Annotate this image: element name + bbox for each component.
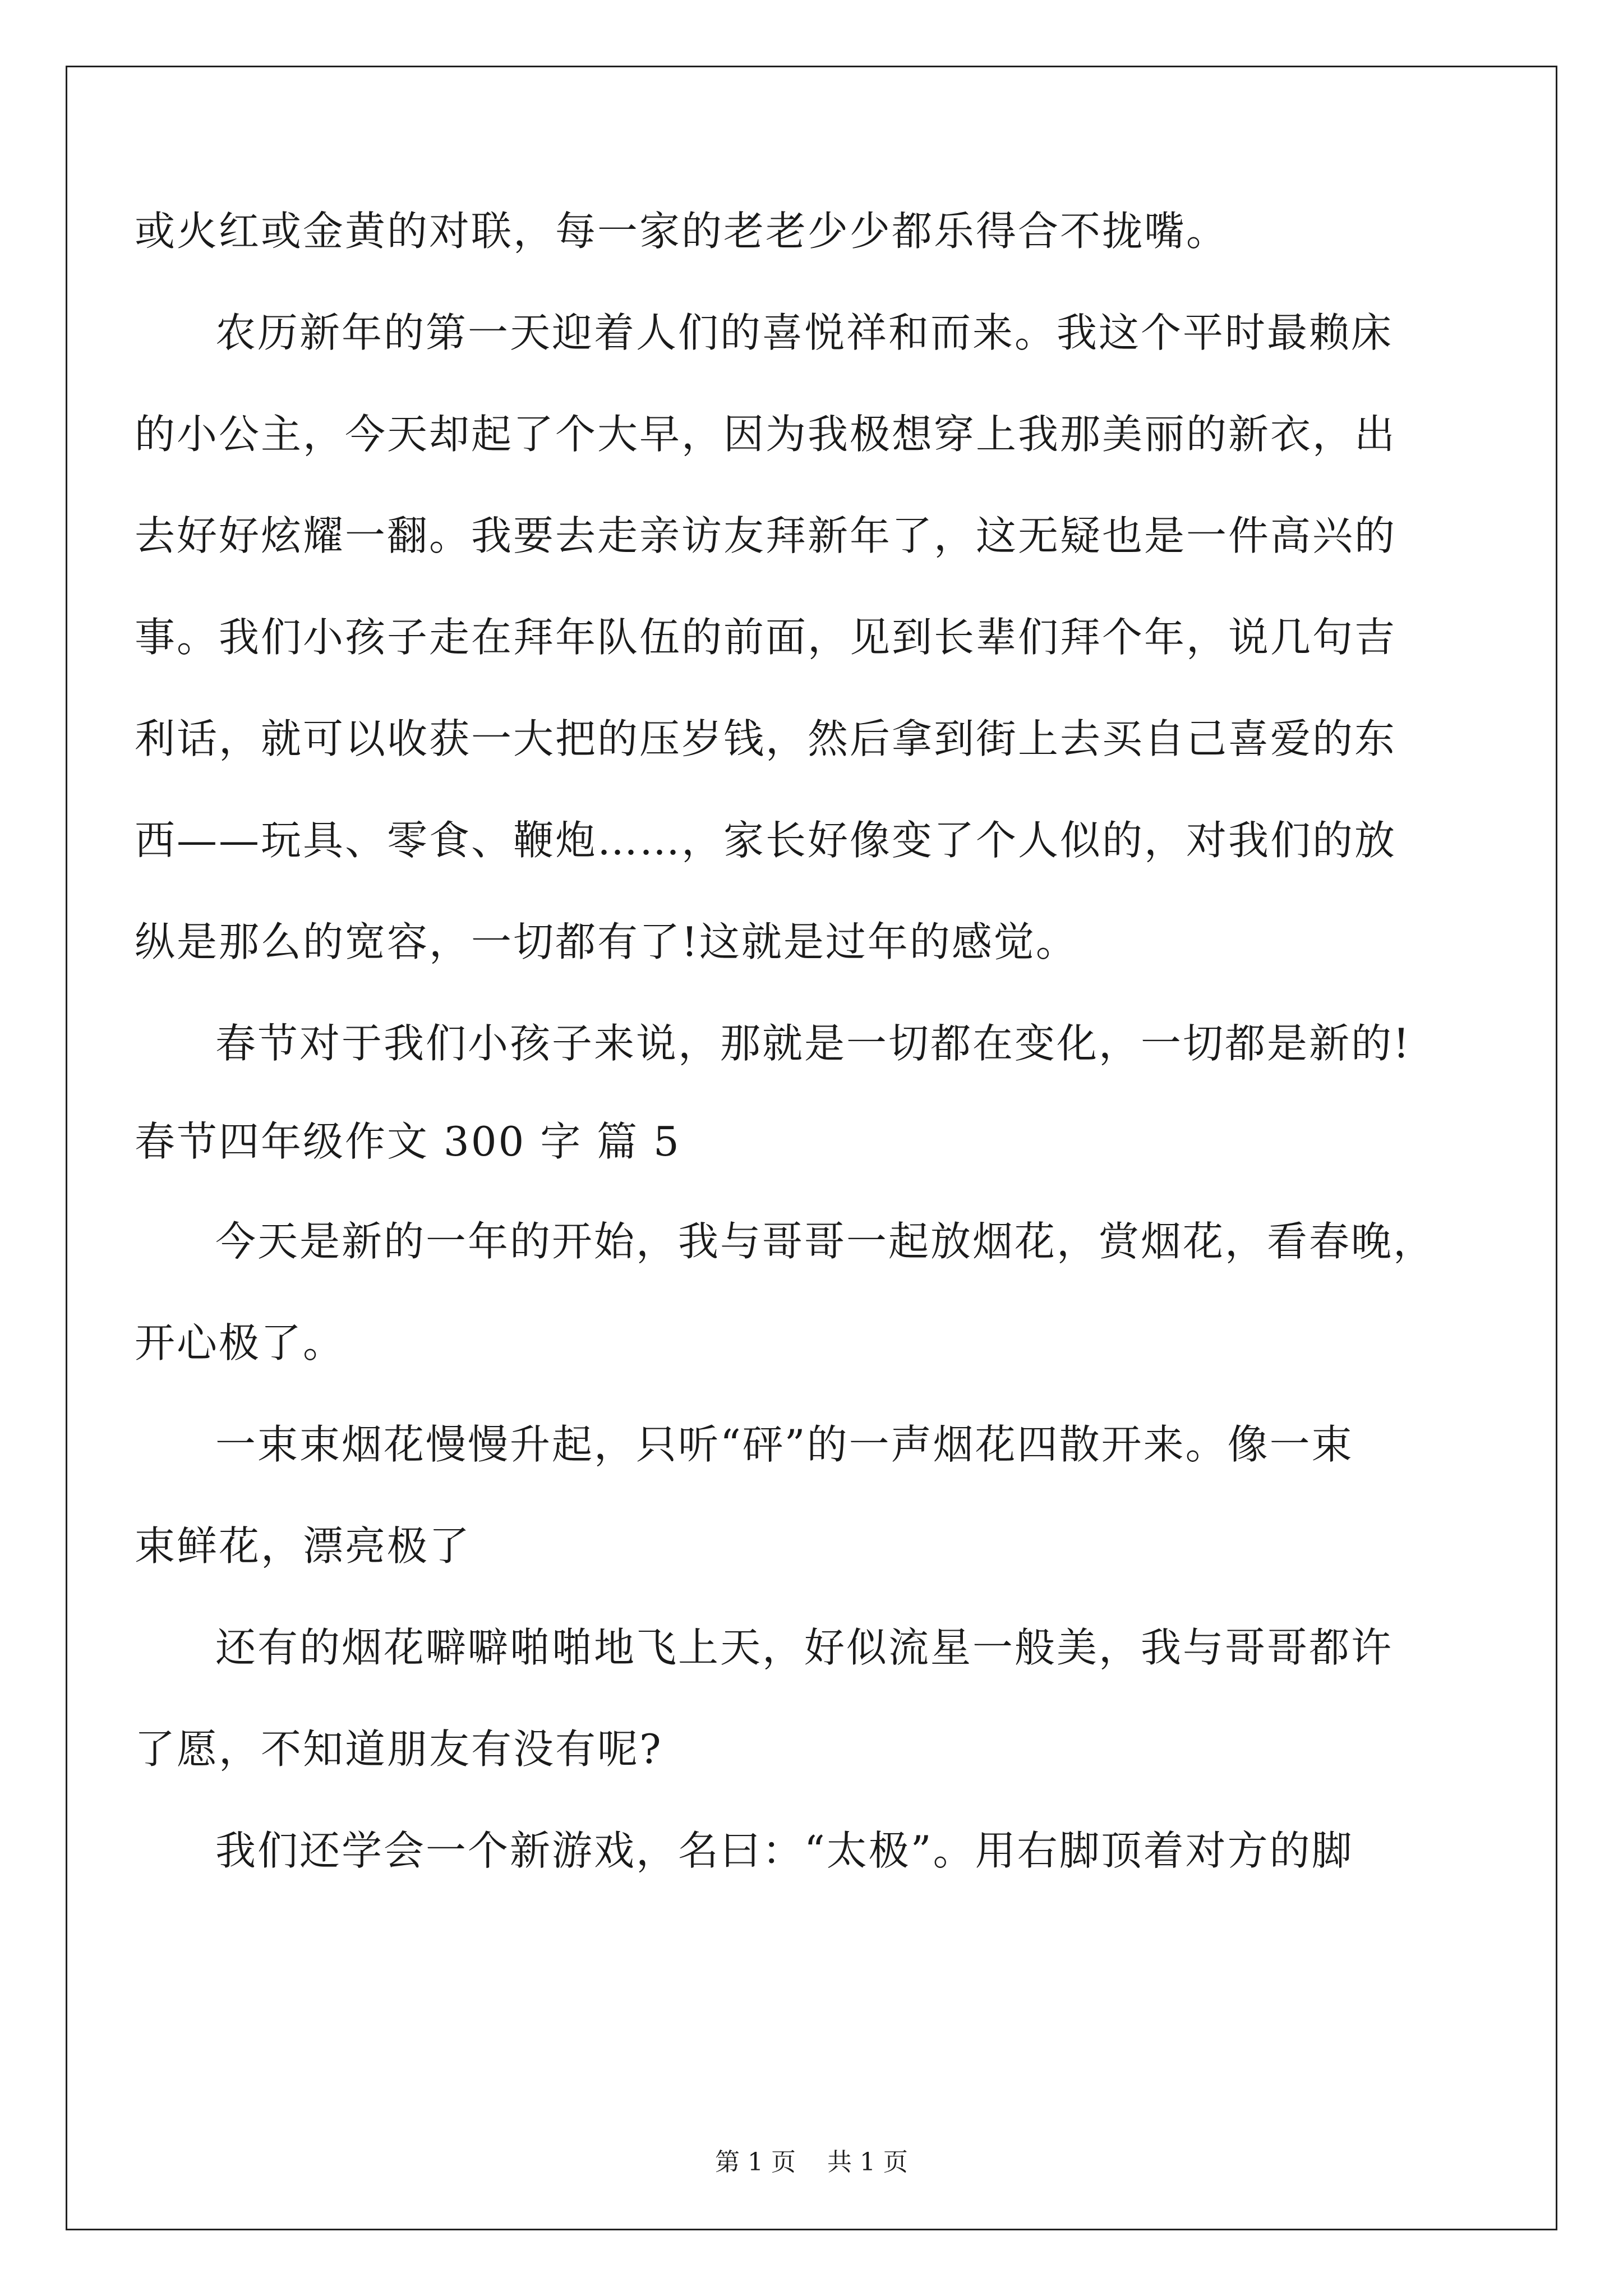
- paragraph-line: 或火红或金黄的对联，每一家的老老少少都乐得合不拢嘴。: [135, 208, 1229, 255]
- paragraph-line: 开心极了。: [135, 1319, 345, 1366]
- paragraph-line: 纵是那么的宽容，一切都有了!这就是过年的感觉。: [135, 918, 1078, 965]
- section-heading: 春节四年级作文 300 字 篇 5: [135, 1118, 681, 1165]
- paragraph-line: 还有的烟花噼噼啪啪地飞上天，好似流星一般美，我与哥哥都许: [215, 1624, 1394, 1671]
- paragraph-line: 一束束烟花慢慢升起，只听“砰”的一声烟花四散开来。像一束: [215, 1421, 1354, 1468]
- paragraph-line: 我们还学会一个新游戏，名曰：“太极”。用右脚顶着对方的脚: [215, 1827, 1354, 1874]
- paragraph-line: 今天是新的一年的开始，我与哥哥一起放烟花，赏烟花，看春晚，: [215, 1218, 1436, 1265]
- paragraph-line: 春节对于我们小孩子来说，那就是一切都在变化，一切都是新的!: [215, 1020, 1411, 1067]
- page-number-footer: 第 1 页 共 1 页: [715, 2148, 908, 2177]
- paragraph-line: 的小公主，今天却起了个大早，因为我极想穿上我那美丽的新衣，出: [135, 411, 1397, 458]
- paragraph-line: 利话，就可以收获一大把的压岁钱，然后拿到街上去买自己喜爱的东: [135, 715, 1397, 762]
- paragraph-line: 事。我们小孩子走在拜年队伍的前面，见到长辈们拜个年，说几句吉: [135, 614, 1397, 661]
- paragraph-line: 农历新年的第一天迎着人们的喜悦祥和而来。我这个平时最赖床: [215, 309, 1394, 356]
- paragraph-line: 了愿，不知道朋友有没有呢?: [135, 1726, 663, 1773]
- paragraph-line: 束鲜花，漂亮极了: [135, 1522, 472, 1570]
- paragraph-line: 去好好炫耀一翻。我要去走亲访友拜新年了，这无疑也是一件高兴的: [135, 512, 1397, 559]
- paragraph-line: 西——玩具、零食、鞭炮……，家长好像变了个人似的，对我们的放: [135, 817, 1397, 864]
